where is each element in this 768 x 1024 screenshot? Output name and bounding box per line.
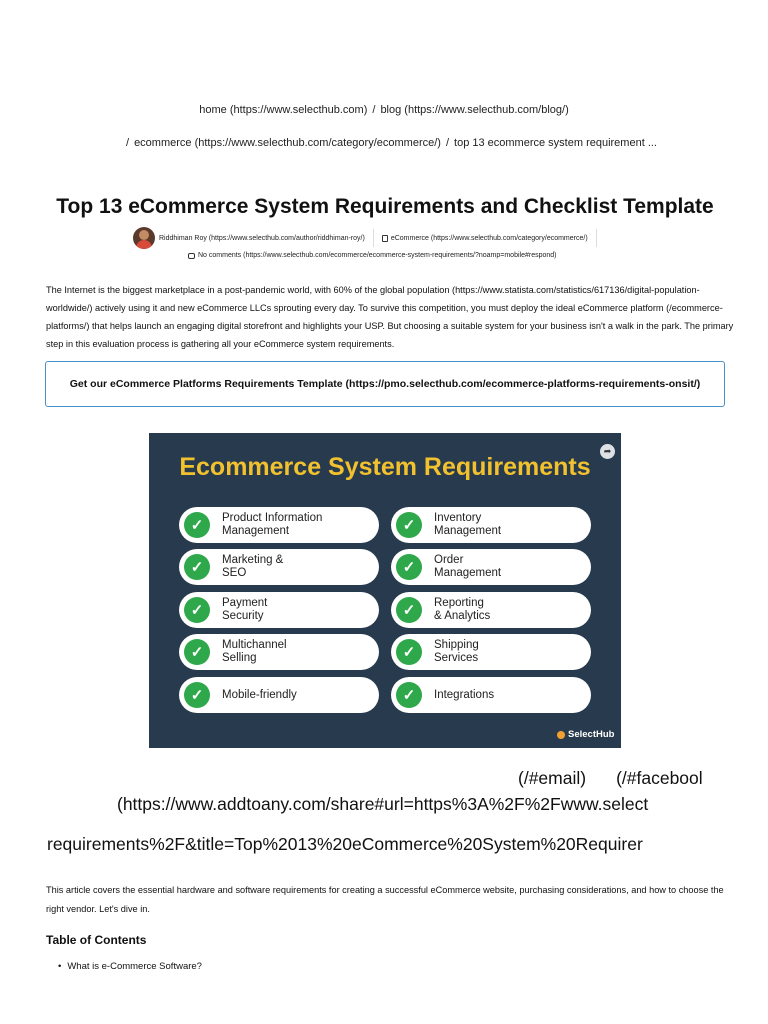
requirement-label: Inventory Management [434, 512, 502, 537]
infographic-title: Ecommerce System Requirements [179, 453, 591, 481]
check-icon: ✓ [184, 682, 210, 708]
requirement-label: Product Information Management [222, 512, 323, 537]
article-meta [133, 225, 605, 251]
requirement-item [179, 507, 379, 543]
toc-item[interactable]: • What is e-Commerce Software? [58, 961, 202, 972]
requirement-item [391, 592, 591, 628]
comment-icon [188, 253, 195, 259]
requirement-item [391, 634, 591, 670]
share-email-link[interactable]: (/#email) [518, 768, 587, 788]
share-links-row [518, 768, 733, 789]
infographic-image [149, 433, 621, 748]
check-icon: ✓ [184, 597, 210, 623]
breadcrumb-separator: / [126, 137, 130, 149]
logo-mark-icon [557, 731, 565, 739]
check-icon: ✓ [184, 639, 210, 665]
requirement-item [391, 507, 591, 543]
check-icon: ✓ [396, 597, 422, 623]
breadcrumb-row-2 [0, 137, 768, 149]
requirement-label: Multichannel Selling [222, 639, 287, 664]
comments-meta [188, 252, 557, 259]
requirement-label: Reporting & Analytics [434, 597, 491, 622]
requirement-label: Mobile-friendly [222, 688, 297, 701]
logo-text: SelectHub [568, 729, 615, 740]
meta-divider [596, 229, 597, 247]
check-icon: ✓ [396, 512, 422, 538]
check-icon: ✓ [184, 512, 210, 538]
article-summary-paragraph: This article covers the essential hardware and software requirements for creating a successful eCommerce website, purchasing considerations, and how to choose the right vendor. Let's dive in. [46, 885, 724, 914]
requirement-label: Order Management [434, 554, 502, 579]
category-link[interactable]: eCommerce (https://www.selecthub.com/category/ecommerce/) [390, 234, 588, 242]
share-addtoany-link[interactable]: (https://www.addtoany.com/share#url=https%3A%2F%2Fwww.select [117, 794, 649, 814]
requirement-label: Payment Security [222, 597, 268, 622]
requirement-item [179, 549, 379, 585]
requirement-item [179, 634, 379, 670]
requirement-label: Marketing & SEO [222, 554, 284, 579]
selecthub-logo [557, 729, 614, 740]
check-icon: ✓ [184, 554, 210, 580]
meta-divider [373, 229, 374, 247]
toc-title: Table of Contents [46, 933, 147, 947]
breadcrumb-separator: / [372, 104, 376, 116]
requirement-item [391, 549, 591, 585]
requirements-template-link[interactable]: Get our eCommerce Platforms Requirements Template (https://pmo.selecthub.com/ecommerce-platforms-requirements-onsit/) [45, 361, 725, 407]
page-title: Top 13 eCommerce System Requirements and Checklist Template [56, 195, 714, 218]
check-icon: ✓ [396, 682, 422, 708]
breadcrumb-blog-link[interactable]: blog (https://www.selecthub.com/blog/) [380, 104, 569, 116]
breadcrumb-separator: / [445, 137, 450, 149]
requirement-item [179, 677, 379, 713]
author-link[interactable]: Riddhiman Roy (https://www.selecthub.com/author/riddhiman-roy/) [159, 234, 365, 242]
requirement-label: Shipping Services [434, 639, 479, 664]
share-addtoany-link-cont[interactable]: requirements%2F&title=Top%2013%20eCommerce%20System%20Requirer [47, 834, 643, 854]
check-icon: ✓ [396, 554, 422, 580]
share-icon[interactable]: ➦ [600, 444, 615, 459]
folder-icon [382, 235, 388, 242]
breadcrumb-current: top 13 ecommerce system requirement ... [454, 137, 657, 149]
breadcrumb-home-link[interactable]: home (https://www.selecthub.com) [199, 104, 368, 116]
comments-link[interactable]: No comments (https://www.selecthub.com/ecommerce/ecommerce-system-requirements/?noamp=mobile#respond) [198, 252, 557, 259]
requirement-label: Integrations [434, 688, 495, 701]
check-icon: ✓ [396, 639, 422, 665]
breadcrumb [0, 104, 768, 116]
toc-list [58, 961, 202, 972]
share-facebook-link[interactable]: (/#facebool [616, 768, 703, 788]
requirement-item [179, 592, 379, 628]
breadcrumb-ecommerce-link[interactable]: ecommerce (https://www.selecthub.com/category/ecommerce/) [134, 137, 441, 149]
intro-paragraph: The Internet is the biggest marketplace in a post-pandemic world, with 60% of the global population (https://www.statista.com/statistics/617136/digital-population-worldwide/) actively using it and new eCommerce LLCs sprouting every day. To survive this competition, you must deploy the ideal eCommerce platform (/ecommerce-platforms/) that helps launch an engaging digital storefront and highlights your USP. But choosing a suitable system for your business isn't a walk in the park. The primary step in this evaluation process is gathering all your eCommerce system requirements. [46, 285, 734, 349]
author-avatar [133, 227, 155, 249]
requirement-item [391, 677, 591, 713]
